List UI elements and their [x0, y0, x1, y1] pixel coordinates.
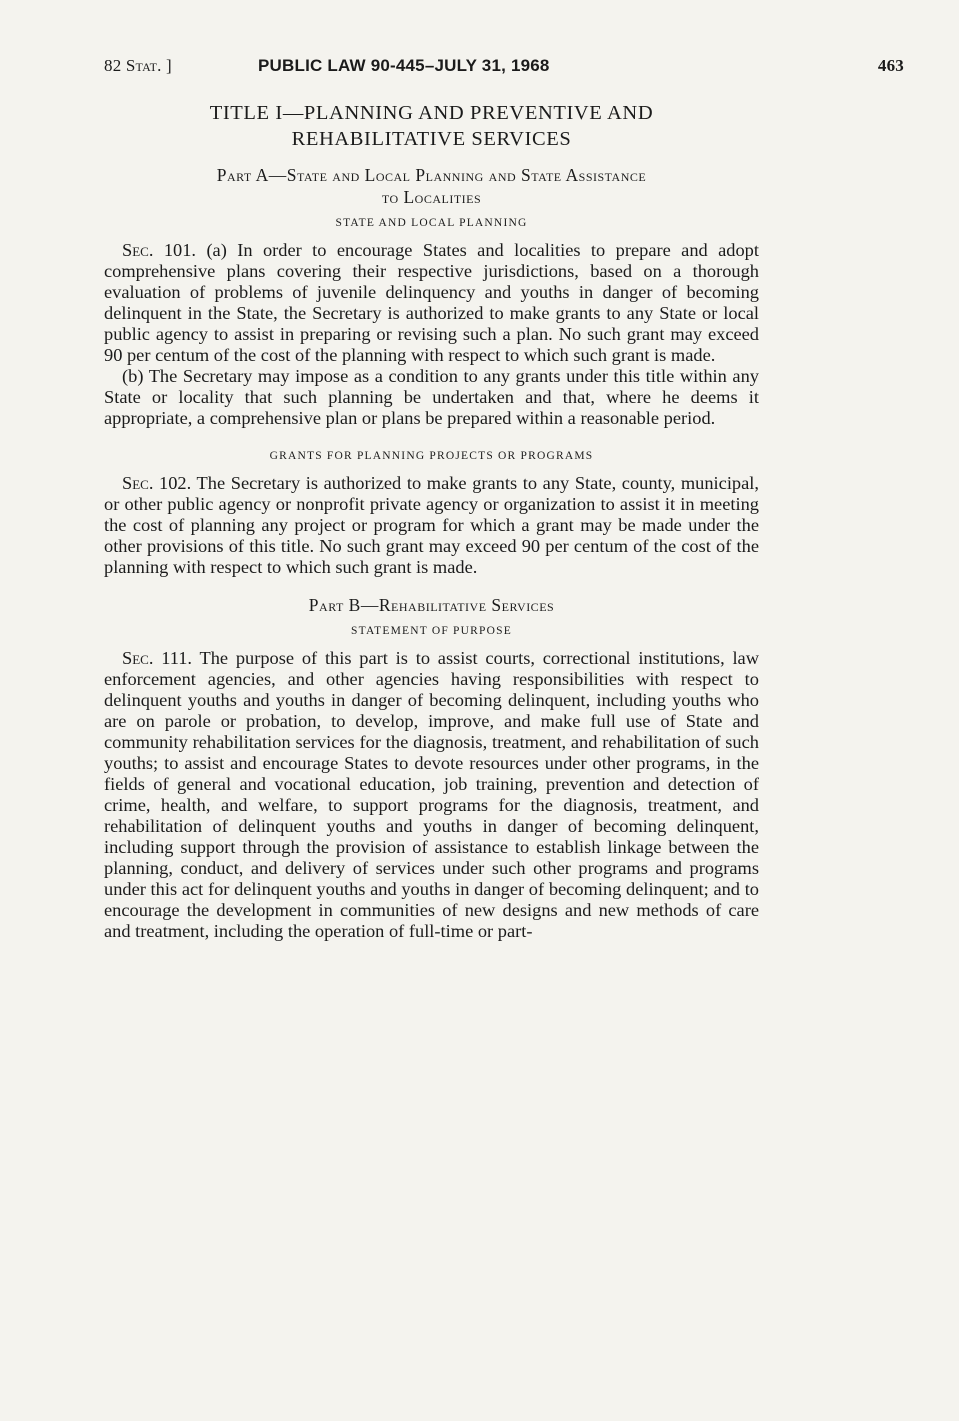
law-citation: PUBLIC LAW 90-445–JULY 31, 1968	[258, 56, 550, 75]
part-b-heading: Part B—Rehabilitative Services	[308, 595, 555, 615]
part-a-line-2: to Localities	[381, 187, 482, 207]
statement-purpose-heading: STATEMENT OF PURPOSE	[351, 625, 512, 637]
section-111-text: The purpose of this part is to assist courts, correctional institutions, law enforcement agencies, and other agencies having responsibilities with respect to delinquent youths and youths in danger of becoming delinquent, including youths who are on parole or probation, to develop, improve, and make full use of State and community rehabilitation services for the diagnosis, treatment, and rehabilitation of such youths; to assist and encourage States to devote resources under other programs, in the fields of general and vocational education, job training, prevention and detection of crime, health, and welfare, to support programs for the diagnosis, treatment, and rehabilitation of delinquent youths and youths in danger of becoming delinquent, including support through the provision of assistance to establish linkage between the planning, conduct, and delivery of services under such other programs and programs under this act for delinquent youths and youths in danger of becoming delinquent; and to encourage the development in communities of new designs and new methods of care and treatment, including the operation of full-time or part-	[104, 648, 759, 941]
section-102-label: Sec. 102.	[122, 473, 192, 493]
section-101-a	[104, 240, 759, 366]
statute-reference: 82 Stat. ]	[104, 56, 172, 75]
section-101-b	[104, 366, 759, 429]
state-local-planning-heading: STATE AND LOCAL PLANNING	[335, 217, 528, 229]
section-101-b-text: (b) The Secretary may impose as a condition to any grants under this title within any State or locality that such planning be undertaken and that, where he deems it appropriate, a comprehensive plan or plans be prepared within a reasonable period.	[104, 366, 759, 428]
part-a-heading	[104, 164, 759, 208]
section-101-a-text: (a) In order to encourage States and localities to prepare and adopt comprehensive plans covering their respective jurisdictions, based on a thorough evaluation of problems of juvenile delinquency and youths in danger of becoming delinquent in the State, the Secretary is authorized to make grants to any State or local public agency to assist in preparing or revising such a plan. No such grant may exceed 90 per centum of the cost of the planning with respect to which such grant is made.	[104, 240, 759, 365]
grants-projects-heading: GRANTS FOR PLANNING PROJECTS OR PROGRAMS	[269, 450, 594, 462]
title-line-2: REHABILITATIVE SERVICES	[291, 128, 572, 150]
section-111	[104, 648, 759, 942]
text-column	[104, 100, 759, 942]
section-111-label: Sec. 111.	[122, 648, 193, 668]
running-head	[104, 56, 904, 80]
title-heading	[104, 100, 759, 152]
section-101-label: Sec. 101.	[122, 240, 197, 260]
title-line-1: TITLE I—PLANNING AND PREVENTIVE AND	[209, 102, 654, 124]
part-a-line-1: Part A—State and Local Planning and State Assistance	[216, 165, 647, 185]
page-number: 463	[877, 56, 904, 75]
section-102-text: The Secretary is authorized to make grants to any State, county, municipal, or other public agency or nonprofit private agency or organization to assist it in meeting the cost of planning any project or program for which a grant may be made under the other provisions of this title. No such grant may exceed 90 per centum of the cost of the planning with respect to which such grant is made.	[104, 473, 759, 577]
section-102	[104, 473, 759, 578]
